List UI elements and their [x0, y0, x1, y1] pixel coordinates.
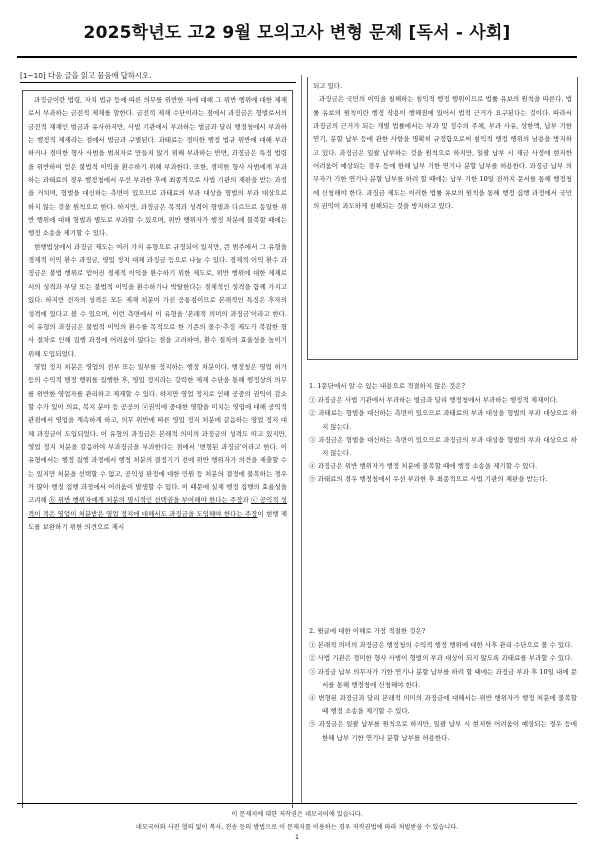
question-2-choice[interactable]: ① 본래적 의미의 과징금은 행정청의 수익적 행정 행위에 대한 사후 관리 수단으로 볼 수 있다.	[309, 641, 573, 650]
footer-rule	[17, 803, 577, 804]
passage-paragraph-3-cont: 되고 있다.	[313, 82, 343, 90]
question-1-choice[interactable]: ② 과태료는 형벌을 대신하는 측면이 있으므로 과태료의 부과 대상을 형벌의 부과 대상으로 하지 않는다.	[309, 409, 577, 431]
question-2-choice[interactable]: ④ 변형된 과징금과 달리 본래적 의미의 과징금에 대해서는 위반 행위자가 행정 처분에 불복할 때 행정 소송을 제기할 수 있다.	[309, 694, 577, 716]
question-1-choice[interactable]: ③ 과징금은 형벌을 대신하는 측면이 있으므로 과징금의 부과 대상을 형벌의 부과 대상으로 하지 않는다.	[309, 435, 577, 458]
question-2-choice[interactable]: ② 사법 기관은 경미한 형사 사범이 형벌의 부과 대상이 되지 않도록 과태료를 부과할 수 있다.	[309, 654, 573, 663]
copyright-notice: 이 문제지에 대한 저작권은 네모국어에 있습니다.	[231, 811, 363, 818]
question-1-choice[interactable]: ⑤ 과태료의 경우 행정청에서 우선 부과한 후 최종적으로 사법 기관의 재판을 받는다.	[309, 475, 548, 484]
question-1-stem: 1. 1문단에서 알 수 있는 내용으로 적절하지 않은 것은?	[309, 382, 465, 390]
page-title: 2025학년도 고2 9월 모의고사 변형 문제 [독서 - 사회]	[83, 23, 511, 43]
passage-paragraph-4: 과징금은 국민의 이익을 침해하는 침익적 행정 행위이므로 법률 유보의 원칙을 따른다. 법률 유보의 원칙이란 행정 작용이 행해짐에 있어서 법적 근거가 요구된다는 것이다. 따라서 과징금의 근거가 되는 개별 법률에서는 부과 및 징수의 주체, 부과 사유, 상한액, 납부 기한 연기, 분할 납부 등에 관한 사항을 명확히 규정함으로써 침익적 행정 행위의 남용을 방지하고 있다. 과징금은 일괄 납부하는 것을 원칙으로 하지만, 일괄 납부 시 재금 사정에 현저한 어려움이 예상되는 경우 등에 한해 납부 기한 연기나 분할 납부를 허용한다. 과징금 납부 의무자가 기한 연기나 분할 납부를 하려 할 때에는 납부 기한 10일 전까지 문서를 통해 행정청에 신청해야 한다. 과징금 제도는 이러한 법률 유보의 원칙을 통해 행정 집행 과정에서 국민의 권익이 과도하게 침해되는 것을 방지하고 있다.	[313, 95, 572, 211]
passage-p3-end: 이 현행 제도를 보완하기 위한 의견으로 제시	[28, 509, 287, 531]
passage-paragraph-2: 현행법상에서 과징금 제도는 여러 가지 유형으로 규정되어 있지만, 큰 범주에서 그 유형을 경제적 이익 환수 과징금, 영업 정지 대체 과징금 등으로 나눌 수 있다. 경제적 이익 환수 과징금은 불법 행위로 얻어진 경제적 이익을 환수하기 위한 제도로, 위반 행위에 대한 제재로서의 성격과 부당 또는 불법적 이익을 환수하기나 박탈한다는 경제적인 성격을 함께 가지고 있다. 하지만 전자의 성격은 모든 제재 처분이 가진 공통점이므로 본래적인 특징은 후자의 성격에 있다고 볼 수 있으며, 이런 측면에서 이 유형을 '본래적 의미의 과징금'이라고 한다. 이 유형의 과징금은 불법적 이익의 환수를 목적으로 한 기존의 몰수·추징 제도가 복잡한 형사 절차로 인해 집행 과정에 어려움이 많다는 점을 고려하여, 환수 절차의 효율성을 높이기 위해 도입되었다.	[28, 242, 287, 358]
question-2-choice[interactable]: ③ 과징금 납부 의무자가 기한 연기나 분할 납부를 하려 할 때에는 과징금 부과 후 10일 내에 문서를 통해 행정청에 신청해야 한다.	[309, 667, 577, 689]
instruction-underline	[20, 82, 296, 83]
instruction: [1~10] 다음 글을 읽고 물음에 답하시오.	[20, 71, 152, 80]
passage-paragraph-3	[28, 361, 287, 534]
underlined-claim-b: ⓑ 위반 행위자에게 처분의 명시적인 선택권을 부여해야 한다는 주장	[49, 496, 243, 505]
passage-paragraph-1: 과징금이란 법령, 자치 법규 등에 따른 의무를 위반한 자에 대해 그 위반 행위에 대한 제재로서 부과하는 금전적 제재를 말한다. 금전적 제재 수단이라는 점에서 과징금은 형벌로서의 금전적 제재인 벌금과 유사하지만, 사법 기관에서 부과하는 벌금과 달리 행정청에서 부과하는 행정적 제재라는 점에서 벌금과 구별된다. 과태료는 경미한 행정 법규 위반에 대해 부과하거나 경미한 형사 사범을 범죄자로 만들지 않기 위해 부과하는 반면, 과징금은 특정 법령을 위반하여 얻은 불법적 이익을 환수하기 위해 부과한다. 또한, 경미한 형사 사범에게 부과하는 과태료의 경우 행정청에서 우선 부과한 후에 최종적으로 사법 기관의 재판을 받는 과정을 거치며, 형벌을 대신하는 측면이 있으므로 과태료의 부과 대상을 형벌의 부과 대상으로 하지 않는 것을 원칙으로 한다. 하지만, 과징금은 목적과 성격이 형벌과 다르므로 동일한 위반 행위에 대해 형벌과 별도로 부과할 수 있으며, 위반 행위자가 행정 처분에 불복할 때에는 행정 소송을 제기할 수 있다.	[28, 96, 287, 238]
question-1-choice[interactable]: ① 과징금은 사법 기관에서 부과하는 벌금과 달리 행정청에서 부과하는 행정적 제재이다.	[309, 396, 558, 405]
page-number: 1	[295, 834, 299, 841]
passage-box-left	[22, 90, 293, 808]
question-2-stem: 2. 윗글에 대한 이해로 가장 적절한 것은?	[309, 627, 426, 635]
passage-box-right	[307, 77, 578, 360]
underlined-claim-c: ⓒ 공익적 성격이 적은 영업이 처분받은 영업 정지에 대해서도 과징금을 도입해야 한다는 주장	[28, 496, 288, 518]
question-1	[309, 380, 577, 487]
column-divider	[301, 75, 302, 803]
title-rule	[17, 56, 577, 58]
passage-p3-start: 영업 정지 처분은 영업의 전부 또는 일부를 정지하는 행정 처분이다. 행정청은 영업 허가 등의 수익적 행정 행위를 집행한 후, 영업 정지라는 강력한 제재 수단을 통해 행정상의 의무를 위반한 영업자를 관리하고 제재할 수 있다. 하지만 영업 정지로 인해 공중의 권익이 감소할 수가 있어 의료, 복지 분야 등 공공의	[28, 362, 287, 411]
question-2-choice[interactable]: ⑤ 과징금은 일괄 납부를 원칙으로 하지만, 일괄 납부 시 현저한 어려움이 예상되는 경우 등에 한해 납부 기한 연기나 분할 납부를 허용한다.	[309, 720, 577, 742]
question-1-choice[interactable]: ④ 과징금은 위반 행위자가 행정 처분에 불복할 때에 행정 소송을 제기할 수 있다.	[309, 462, 538, 471]
question-2	[309, 625, 577, 745]
passage-p3-circled: ⓐ권익에 중대한 영향을 미치는 영업에 대해 공익적 관점에서 영업을 계속하게 하고, 의무 위반에 따른 영업 정지 처분에 갈음하는 영업 정지 대체 과징금이 도입되었다. 이 유형의 과징금은 본래적 의미의 과징금의 성격도 띠고 있지만, 영업 정지 처분을 갈음하여 부과징금을 부과한다는 점에서 '변형된 과징금'이라고 한다. 이 유형에서는 행정 집행 과정에서 행정 처분의 결정기기 전에 위반 행위자가 의견을 제출할 수는 있지만 처분을 선택할 수 없고, 공익성 판정에 대한 민원 등 처분의 결정에 불복하는 경우가 많아 행정 집행 과정에서 어려움이 발생할 수 있다. 이 때문에 실제 행정 집행의 효율성을 고려해	[28, 402, 288, 505]
passage-p3-mid: 과	[242, 496, 251, 505]
copyright-warning: 네모국어와 사전 협의 없이 복사, 전송 등의 방법으로 이 문제지를 이용하는 경우 저작권법에 따라 처벌받을 수 있습니다.	[135, 824, 459, 831]
